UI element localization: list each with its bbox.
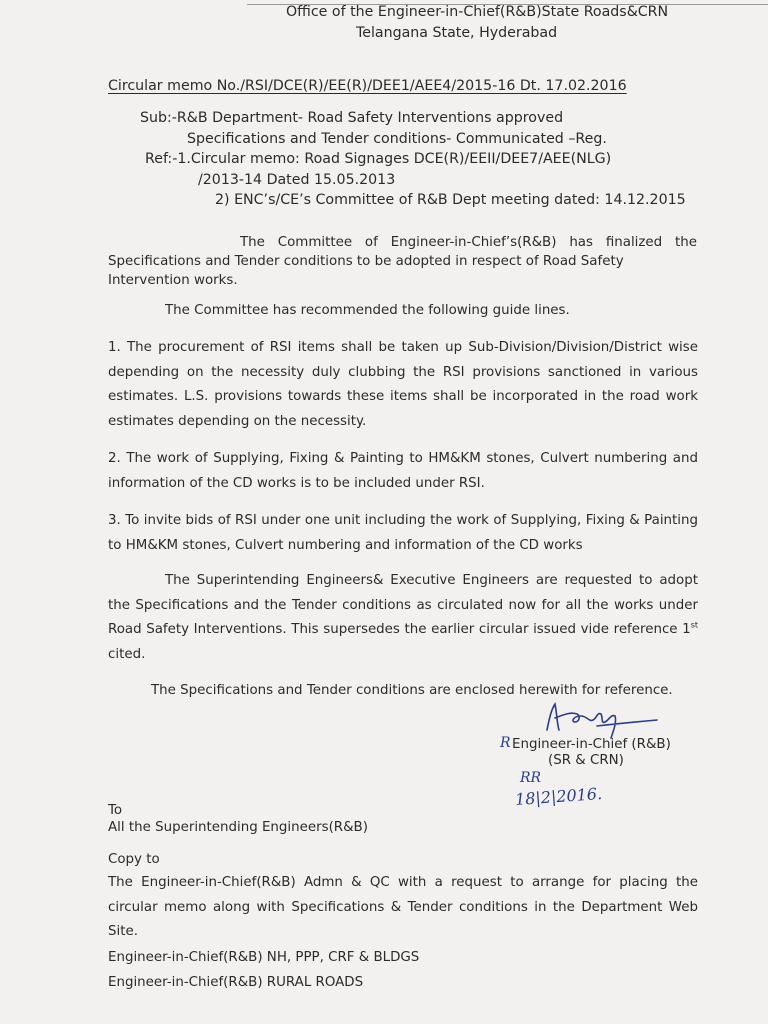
guideline-point-1: 1. The procurement of RSI items shall be taken up Sub-Division/Division/District wise depending on the necessity duly clubbing the RSI provisions sanctioned in various estimates. L.S. provisions towards these items shall be incorporated in the road work estimates depending on the necessity.	[108, 340, 698, 429]
guideline-point-3: 3. To invite bids of RSI under one unit including the work of Supplying, Fixing & Painting to HM&KM stones, Culvert numbering and information of the CD works	[108, 513, 698, 553]
office-location: Telangana State, Hyderabad	[356, 25, 558, 41]
copy-item-3: Engineer-in-Chief(R&B) RURAL ROADS	[108, 975, 364, 990]
handwritten-initials: RR	[520, 770, 542, 786]
signature-scribble	[535, 700, 665, 742]
guideline-point-2: 2. The work of Supplying, Fixing & Painting to HM&KM stones, Culvert numbering and information of the CD works is to be included under RSI.	[108, 451, 698, 491]
request-text: The Superintending Engineers& Executive Engineers are requested to adopt the Specifications and the Tender conditions as circulated now for all the works under Road Safety Interventions. This supersedes the earlier circular issued vide reference 1	[108, 573, 698, 637]
reference-line-1: Ref:-1.Circular memo: Road Signages DCE(R)/EEII/DEE7/AEE(NLG)	[145, 151, 612, 167]
signatory-designation: Engineer-in-Chief (R&B)	[512, 737, 671, 752]
request-superscript: st	[690, 620, 698, 630]
handwritten-date: 18|2|2016.	[514, 783, 603, 810]
subject-line-2: Specifications and Tender conditions- Communicated –Reg.	[187, 131, 607, 147]
enclosed-line: The Specifications and Tender conditions are enclosed herewith for reference.	[151, 683, 673, 698]
copy-item-1: The Engineer-in-Chief(R&B) Admn & QC with a request to arrange for placing the circular memo along with Specifications & Tender conditions in the Department Web Site.	[108, 875, 698, 939]
request-paragraph	[108, 569, 698, 667]
subject-line-1: Sub:-R&B Department- Road Safety Interventions approved	[140, 110, 564, 126]
to-label: To	[108, 803, 123, 818]
intro-line-3: Intervention works.	[108, 273, 238, 288]
signature-prefix-mark: R	[500, 735, 511, 751]
memo-number: Circular memo No./RSI/DCE(R)/EE(R)/DEE1/AEE4/2015-16 Dt. 17.02.2016	[108, 78, 627, 94]
intro-line-1: The Committee of Engineer-in-Chief’s(R&B) has finalized the	[240, 235, 697, 250]
signatory-unit: (SR & CRN)	[548, 753, 624, 768]
reference-line-3: 2) ENC’s/CE’s Committee of R&B Dept meeting dated: 14.12.2015	[215, 192, 686, 208]
reference-line-2: /2013-14 Dated 15.05.2013	[198, 172, 396, 188]
copy-to-label: Copy to	[108, 852, 160, 867]
intro-line-2: Specifications and Tender conditions to be adopted in respect of Road Safety	[108, 254, 624, 269]
request-tail: cited.	[108, 646, 146, 662]
office-title: Office of the Engineer-in-Chief(R&B)State Roads&CRN	[286, 4, 669, 20]
copy-item-2: Engineer-in-Chief(R&B) NH, PPP, CRF & BLDGS	[108, 950, 420, 965]
to-recipient: All the Superintending Engineers(R&B)	[108, 820, 368, 835]
recommend-line: The Committee has recommended the following guide lines.	[165, 303, 570, 318]
